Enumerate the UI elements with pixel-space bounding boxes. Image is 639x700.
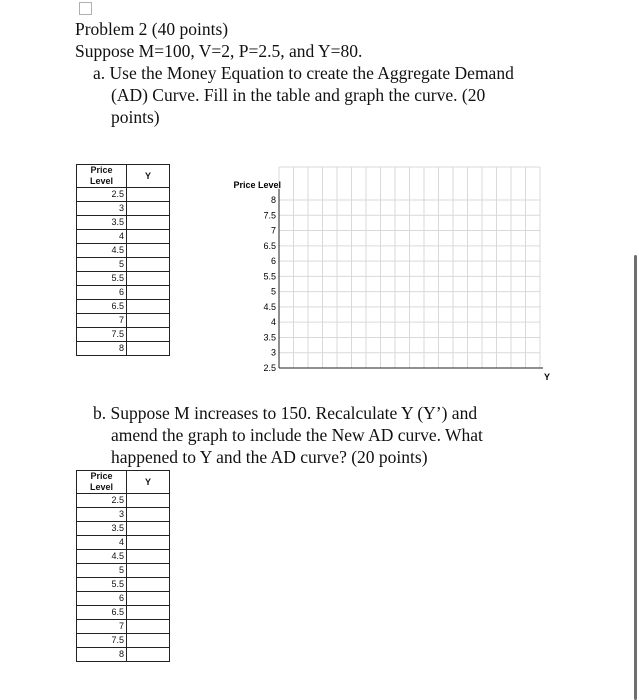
y-input-cell[interactable] — [127, 494, 170, 508]
price-level-cell: 2.5 — [77, 188, 127, 202]
table-row — [77, 606, 170, 620]
price-level-cell: 8 — [77, 342, 127, 356]
price-level-cell: 6.5 — [77, 606, 127, 620]
y-tick-label: 3 — [270, 347, 276, 358]
y-input-cell[interactable] — [127, 244, 170, 258]
price-level-cell: 3 — [77, 202, 127, 216]
table-row — [77, 202, 170, 216]
table-row — [77, 592, 170, 606]
y-input-cell[interactable] — [127, 342, 170, 356]
checkbox-icon[interactable] — [79, 2, 92, 15]
y-header: Y — [127, 471, 170, 494]
y-input-cell[interactable] — [127, 606, 170, 620]
price-level-header: Price Level — [77, 165, 127, 188]
y-input-cell[interactable] — [127, 592, 170, 606]
x-axis-title: Y — [544, 372, 551, 382]
price-level-cell: 2.5 — [77, 494, 127, 508]
table-row — [77, 230, 170, 244]
table-row — [77, 550, 170, 564]
price-level-cell: 7 — [77, 620, 127, 634]
y-input-cell[interactable] — [127, 536, 170, 550]
y-tick-label: 8 — [270, 195, 276, 205]
ad-curve-graph — [215, 165, 555, 385]
y-input-cell[interactable] — [127, 564, 170, 578]
table-row — [77, 564, 170, 578]
part-a-line-1: a. Use the Money Equation to create the Aggregate Demand — [93, 63, 514, 83]
graph-canvas — [215, 165, 555, 385]
y-input-cell[interactable] — [127, 300, 170, 314]
table-row — [77, 522, 170, 536]
price-level-cell: 4.5 — [77, 244, 127, 258]
table-row — [77, 508, 170, 522]
price-level-cell: 3.5 — [77, 522, 127, 536]
price-level-cell: 6.5 — [77, 300, 127, 314]
table-row — [77, 188, 170, 202]
part-a-line-2: (AD) Curve. Fill in the table and graph the curve. (20 — [111, 85, 486, 105]
part-b-line-1: b. Suppose M increases to 150. Recalculate Y (Y’) and — [93, 403, 478, 423]
table-row — [77, 272, 170, 286]
price-level-cell: 7.5 — [77, 328, 127, 342]
price-level-cell: 5.5 — [77, 578, 127, 592]
y-tick-label: 6 — [270, 256, 276, 267]
table-row — [77, 536, 170, 550]
table-row — [77, 342, 170, 356]
price-level-cell: 4 — [77, 230, 127, 244]
y-tick-label: 3.5 — [263, 332, 276, 343]
price-level-cell: 4 — [77, 536, 127, 550]
y-tick-label: 6.5 — [263, 240, 276, 251]
part-a-line-3: points) — [111, 107, 160, 127]
part-b-line-3: happened to Y and the AD curve? (20 points) — [111, 447, 428, 467]
table-row — [77, 216, 170, 230]
table-row — [77, 620, 170, 634]
part-b-line-2: amend the graph to include the New AD curve. What — [111, 425, 483, 445]
y-input-cell[interactable] — [127, 272, 170, 286]
y-tick-label: 4 — [270, 317, 276, 328]
table-row — [77, 244, 170, 258]
table-row — [77, 286, 170, 300]
scrollbar[interactable] — [634, 255, 637, 700]
y-input-cell[interactable] — [127, 188, 170, 202]
y-tick-label: 5.5 — [263, 271, 276, 282]
y-tick-label: 2.5 — [263, 363, 276, 373]
table-row — [77, 314, 170, 328]
price-level-cell: 7 — [77, 314, 127, 328]
price-level-cell: 6 — [77, 592, 127, 606]
table-row — [77, 634, 170, 648]
table-row — [77, 648, 170, 662]
price-level-cell: 6 — [77, 286, 127, 300]
price-level-table-a — [76, 164, 170, 356]
y-input-cell[interactable] — [127, 258, 170, 272]
y-input-cell[interactable] — [127, 648, 170, 662]
price-level-cell: 5 — [77, 258, 127, 272]
table-row — [77, 494, 170, 508]
table-row — [77, 258, 170, 272]
problem-title: Problem 2 (40 points) — [75, 19, 229, 39]
y-input-cell[interactable] — [127, 314, 170, 328]
y-input-cell[interactable] — [127, 634, 170, 648]
y-tick-label: 4.5 — [263, 301, 276, 312]
price-level-table-b — [76, 470, 170, 662]
y-input-cell[interactable] — [127, 328, 170, 342]
y-tick-label: 7.5 — [263, 210, 276, 221]
table-row — [77, 300, 170, 314]
price-level-cell: 7.5 — [77, 634, 127, 648]
y-input-cell[interactable] — [127, 522, 170, 536]
y-input-cell[interactable] — [127, 578, 170, 592]
price-level-cell: 8 — [77, 648, 127, 662]
y-input-cell[interactable] — [127, 202, 170, 216]
price-level-cell: 4.5 — [77, 550, 127, 564]
price-level-header: Price Level — [77, 471, 127, 494]
y-input-cell[interactable] — [127, 286, 170, 300]
y-input-cell[interactable] — [127, 216, 170, 230]
table-row — [77, 578, 170, 592]
y-axis-title: Price Level — [233, 180, 281, 190]
table-row — [77, 328, 170, 342]
price-level-cell: 5.5 — [77, 272, 127, 286]
price-level-cell: 3.5 — [77, 216, 127, 230]
price-level-cell: 5 — [77, 564, 127, 578]
y-input-cell[interactable] — [127, 620, 170, 634]
y-input-cell[interactable] — [127, 550, 170, 564]
y-tick-label: 7 — [270, 225, 276, 236]
y-tick-label: 5 — [270, 286, 276, 297]
given-values: Suppose M=100, V=2, P=2.5, and Y=80. — [75, 41, 363, 61]
price-level-cell: 3 — [77, 508, 127, 522]
y-input-cell[interactable] — [127, 230, 170, 244]
y-header: Y — [127, 165, 170, 188]
y-input-cell[interactable] — [127, 508, 170, 522]
